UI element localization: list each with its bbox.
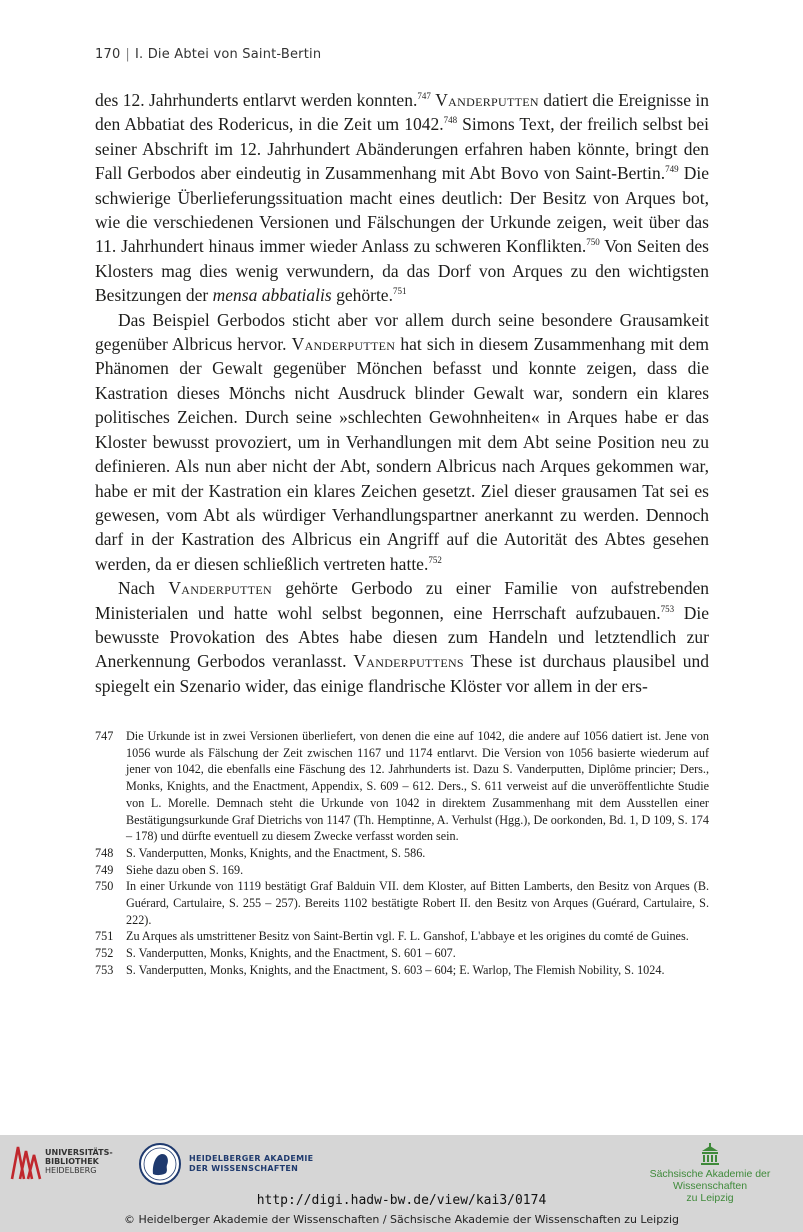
ub-logo-icon xyxy=(8,1143,42,1181)
paragraph-3 xyxy=(95,576,709,698)
footnote-ref-748[interactable]: 748 xyxy=(443,115,458,126)
academy-logo-line: HEIDELBERGER AKADEMIE xyxy=(189,1154,314,1163)
text-run: Das Beispiel Gerbodos sticht aber vor allem durch seine besondere Grausamkeit gegenüber Albricus hervor. xyxy=(95,309,709,355)
text-run: des 12. Jahrhunderts entlarvt werden konnten. xyxy=(95,90,418,110)
text-run: Nach xyxy=(118,578,169,599)
author-name: Vanderputten xyxy=(168,578,272,599)
footnote-ref-749[interactable]: 749 xyxy=(665,164,679,175)
footnote-text: Die Urkunde ist in zwei Versionen überliefert, von denen die eine auf 1042, die andere auf 1056 datiert ist. Jene von 1056 wurde als Fälschung der Zeit zwischen 1167 und 1174 entlarvt. Die Version von 1056 basierte wiederum auf jener von 1042, die ebenfalls eine Fäschung des 12. Jahrhunderts ist. Dazu S. Vanderputten, Diplôme princier; Ders., Monks, Knights, and the Enactment, Appendix, S. 609 – 612. Ders., S. 611 verweist auf die unveröffentlichte Studie von L. Morelle. Demnach steht die Urkunde von 1042 in direktem Zusammenhang mit dem Ausstellen einer Bestätigungsurkunde Graf Dietrichs von 1147 (Th. Hemptinne, A. Verhulst (Hgg.), De oorkonden, Bd. 1, D 109, S. 174 – 178) und dürfte eventuell zu diesem Zwecke verfasst worden sein. xyxy=(126,729,709,844)
academy-logo-line: DER WISSENSCHAFTEN xyxy=(189,1164,299,1173)
footnote-753 xyxy=(95,962,709,979)
text-run: These ist durchaus plausibel und spiegelt ein Szenario wider, das einige flandrische Klöster vor allem in der ers- xyxy=(95,651,709,696)
university-library-logo[interactable] xyxy=(8,1143,118,1183)
running-head xyxy=(95,47,321,62)
author-name: Vanderputten xyxy=(291,334,396,355)
ub-logo-text xyxy=(45,1148,113,1175)
footnote-text: S. Vanderputten, Monks, Knights, and the Enactment, S. 586. xyxy=(126,845,426,860)
footnote-ref-752[interactable]: 752 xyxy=(428,554,442,565)
footnote-752 xyxy=(95,945,709,962)
paragraph-2 xyxy=(95,308,709,576)
footnote-number: 747 xyxy=(95,729,114,743)
author-name: Vanderputten xyxy=(435,90,539,110)
footnote-number: 749 xyxy=(95,862,114,877)
latin-term: mensa abbatialis xyxy=(212,285,332,306)
footnote-751 xyxy=(95,928,709,945)
page-number: 170 xyxy=(95,47,121,62)
chapter-title: I. Die Abtei von Saint-Bertin xyxy=(135,47,322,62)
text-run: Die schwierige Überlieferungssituation macht eines deutlich: Der Besitz von Arques bot, wie die verschiedenen Versionen und Fälschungen der Urkunde zeigen, weit über das 11. Jahrhundert hinaus immer wieder Anlass zu schweren Konflikten. xyxy=(95,163,709,257)
footnote-text: S. Vanderputten, Monks, Knights, and the Enactment, S. 601 – 607. xyxy=(126,946,456,961)
permalink-url[interactable]: http://digi.hadw-bw.de/view/kai3/0174 xyxy=(256,1193,547,1208)
footnote-number: 751 xyxy=(95,929,114,944)
text-run: Die bewusste Provokation des Abtes habe diesen zum Handeln und letztendlich zur Anerkennung Gerbodos veranlasst. xyxy=(95,602,709,672)
footnote-text: Siehe dazu oben S. 169. xyxy=(126,862,244,877)
text-run: gehörte. xyxy=(331,285,393,306)
footnote-text: Zu Arques als umstrittener Besitz von Saint-Bertin vgl. F. L. Ganshof, L'abbaye et les origines du comté de Guines. xyxy=(126,929,689,944)
text-run: datiert die Ereignisse in den Abbatiat des Rodericus, in die Zeit um 1042. xyxy=(95,90,709,135)
author-name: Vanderputtens xyxy=(353,651,464,672)
footnote-750 xyxy=(95,878,709,928)
footnote-text: In einer Urkunde von 1119 bestätigt Graf Balduin VII. dem Kloster, auf Bitten Lamberts, den Besitz von Arques (B. Guérard, Cartulaire, S. 255 – 257). Bereits 1102 bestätigte Robert II. den Besitz von Arques (Guérard, Cartulaire, S. 222). xyxy=(126,879,709,927)
footnote-number: 748 xyxy=(95,845,114,860)
text-run: hat sich in diesem Zusammenhang mit dem Phänomen der Gewalt gegenüber Mönchen befasst und konnte zeigen, dass die Kastration dieses Mönchs nicht Ausdruck blinder Gewalt war, sondern ein klares politisches Zeichen. Durch seine »schlechten Gewohnheiten« in Arques habe er das Kloster bewusst provoziert, um in Verhandlungen mit dem Abt seine Position neu zu definieren. Als nun aber nicht der Abt, sondern Albricus nach Arques gekommen war, habe er mit der Kastration ein klares Zeichen gesetzt. Ziel dieser grausamen Tat sei es gewesen, vom Abt als würdiger Verhandlungspartner anerkannt zu werden. Dennoch darf in der Kastration des Albricus ein Angriff auf die Autorität des Abtes gesehen werden, da er diesen schließlich vertreten hatte. xyxy=(95,334,710,574)
saxon-building-icon xyxy=(700,1143,720,1165)
text-run: Simons Text, der freilich selbst bei seiner Abschrift im 12. Jahrhundert Abänderungen erfahren haben könnte, bringt den Fall Gerbodos aber eindeutig in Zusammenhang mit Abt Bovo von Saint-Bertin. xyxy=(95,114,709,184)
main-text xyxy=(95,88,709,698)
academy-medal-icon xyxy=(138,1142,182,1186)
running-head-separator: | xyxy=(125,47,131,62)
footnote-text: S. Vanderputten, Monks, Knights, and the Enactment, S. 603 – 604; E. Warlop, The Flemish Nobility, S. 1024. xyxy=(126,962,665,977)
footnote-749 xyxy=(95,862,709,879)
footnotes xyxy=(95,728,709,979)
footnote-ref-753[interactable]: 753 xyxy=(660,603,675,614)
text-run: gehörte Gerbodo zu einer Familie von aufstrebenden Ministerialen und hatte wohl selbst begonnen, eine Herrschaft aufzubauen. xyxy=(95,578,709,623)
copyright-notice: © Heidelberger Akademie der Wissenschaften / Sächsische Akademie der Wissenschaften zu Leipzig xyxy=(123,1213,679,1226)
footnote-ref-750[interactable]: 750 xyxy=(586,237,600,248)
paragraph-1 xyxy=(95,88,709,308)
footnote-ref-747[interactable]: 747 xyxy=(417,91,431,101)
footnote-number: 753 xyxy=(95,962,114,977)
saxon-logo-line: Sächsische Akademie der Wissenschaften xyxy=(649,1168,771,1192)
footnote-748 xyxy=(95,845,709,862)
footnote-number: 750 xyxy=(95,879,114,894)
heidelberg-academy-logo[interactable] xyxy=(138,1142,338,1192)
saxon-logo-line: zu Leipzig xyxy=(686,1192,734,1204)
ub-logo-line: BIBLIOTHEK xyxy=(45,1157,99,1166)
footnote-747 xyxy=(95,728,709,845)
text-run: Von Seiten des Klosters mag dies wenig verwundern, da das Dorf von Arques zu den wichtigsten Besitzungen der xyxy=(95,236,709,306)
academy-logo-text xyxy=(189,1154,313,1174)
ub-logo-line: UNIVERSITÄTS- xyxy=(45,1148,113,1157)
footnote-number: 752 xyxy=(95,946,114,961)
footnote-ref-751[interactable]: 751 xyxy=(392,286,407,297)
ub-logo-line: HEIDELBERG xyxy=(45,1166,97,1175)
